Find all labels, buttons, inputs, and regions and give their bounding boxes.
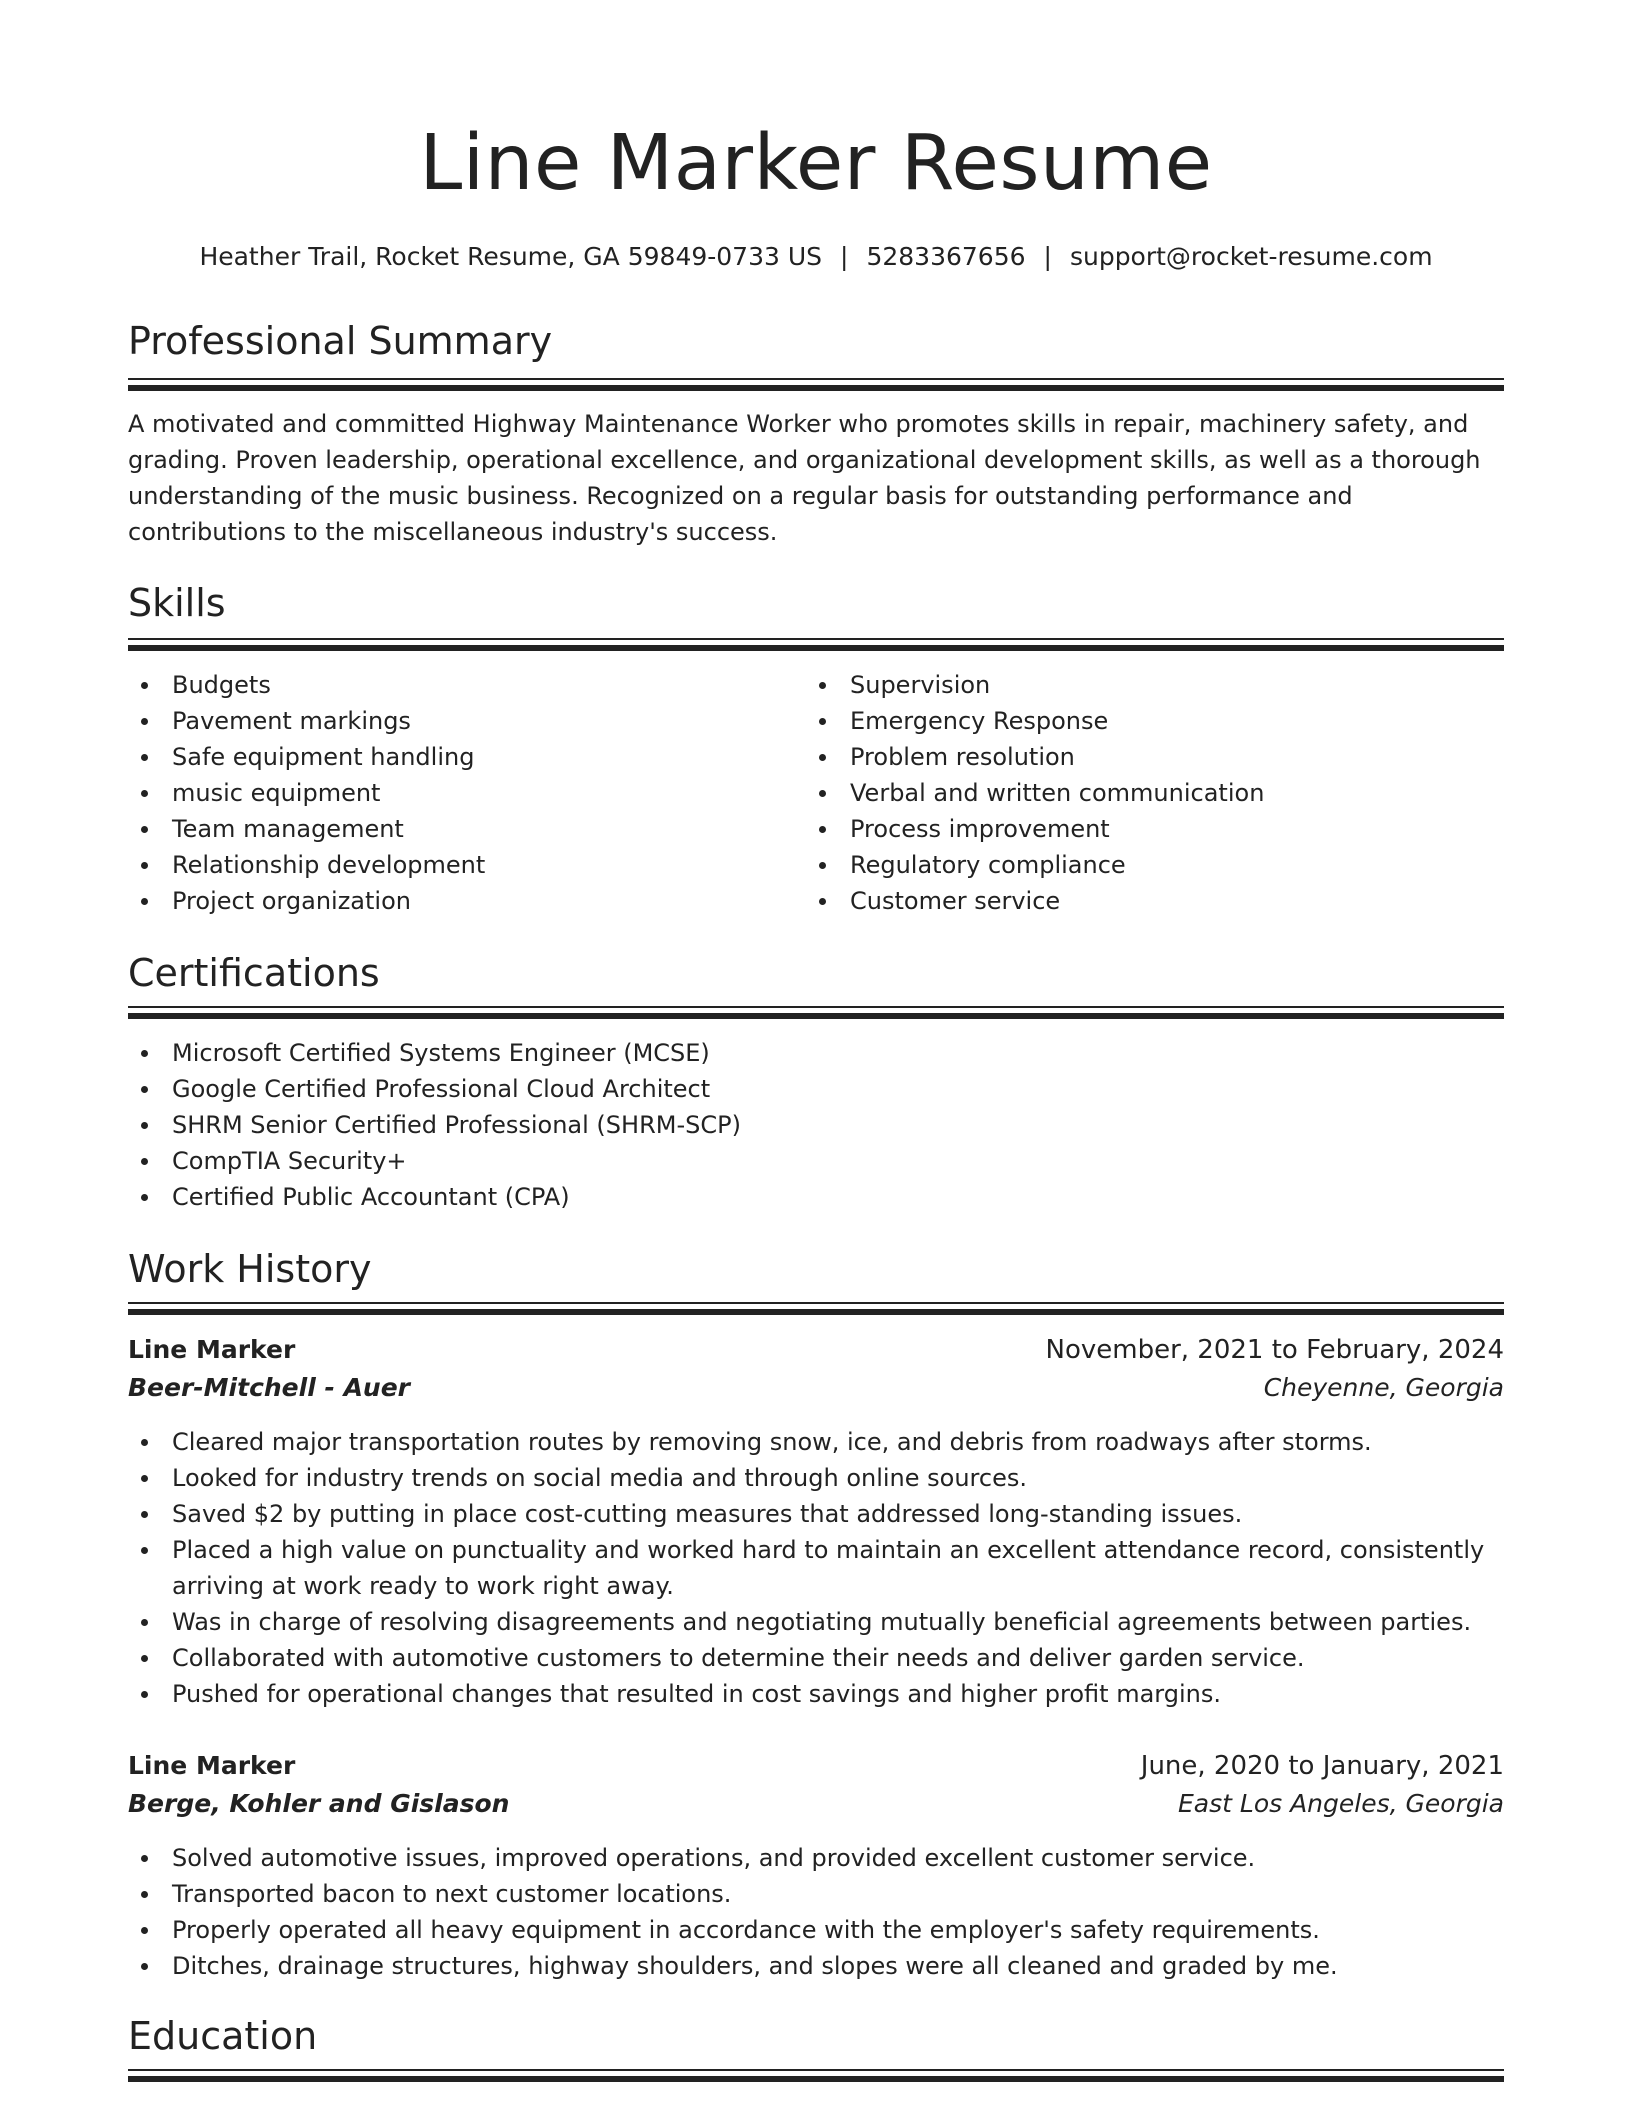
job-location: East Los Angeles, Georgia [1178,1789,1504,1818]
skill-item: Verbal and written communication [806,775,1504,811]
certification-item: CompTIA Security+ [128,1143,1504,1179]
skill-item: Budgets [128,667,788,703]
job-duty: Was in charge of resolving disagreements and negotiating mutually beneficial agreements between parties. [128,1604,1504,1640]
job-duty: Collaborated with automotive customers to determine their needs and deliver garden service. [128,1640,1504,1676]
job-subheader [128,1369,1504,1407]
certifications-heading: Certifications [128,951,380,995]
job-company: Berge, Kohler and Gislason [128,1789,510,1818]
contact-separator: | [1043,242,1052,271]
job-header [128,1747,1504,1785]
skill-item: music equipment [128,775,788,811]
job-dates: November, 2021 to February, 2024 [1045,1335,1504,1365]
skill-item: Team management [128,811,788,847]
resume-title: Line Marker Resume [419,119,1213,208]
certification-item: Microsoft Certified Systems Engineer (MCSE) [128,1035,1504,1071]
skills-list-right [806,667,1504,919]
job-duty: Solved automotive issues, improved operations, and provided excellent customer service. [128,1840,1504,1876]
job-header [128,1331,1504,1369]
summary-heading: Professional Summary [128,319,553,363]
certification-item: Google Certified Professional Cloud Architect [128,1071,1504,1107]
job-duty: Ditches, drainage structures, highway shoulders, and slopes were all cleaned and graded by me. [128,1948,1504,1984]
skill-item: Customer service [806,883,1504,919]
job-location: Cheyenne, Georgia [1263,1373,1504,1402]
certification-item: Certified Public Accountant (CPA) [128,1179,1504,1215]
job-title: Line Marker [128,1751,296,1780]
section-divider [128,378,1504,392]
job-duties-list [128,1424,1504,1712]
section-divider [128,2069,1504,2083]
section-divider [128,1302,1504,1316]
job-duty: Placed a high value on punctuality and worked hard to maintain an excellent attendance record, consistently arriving at work ready to work right away. [128,1532,1504,1604]
contact-phone: 5283367656 [866,242,1026,271]
job-duties-list [128,1840,1504,1984]
skills-list-left [128,667,788,919]
certifications-list [128,1035,1504,1215]
section-divider [128,1006,1504,1020]
job-duty: Cleared major transportation routes by removing snow, ice, and debris from roadways after storms. [128,1424,1504,1460]
skill-item: Supervision [806,667,1504,703]
job-title: Line Marker [128,1335,296,1364]
skill-item: Emergency Response [806,703,1504,739]
work-history-heading: Work History [128,1247,372,1291]
job-duty: Transported bacon to next customer locations. [128,1876,1504,1912]
section-divider [128,638,1504,652]
skills-heading: Skills [128,581,226,625]
skill-item: Project organization [128,883,788,919]
skill-item: Problem resolution [806,739,1504,775]
certification-item: SHRM Senior Certified Professional (SHRM-SCP) [128,1107,1504,1143]
job-dates: June, 2020 to January, 2021 [1140,1751,1504,1781]
summary-text: A motivated and committed Highway Maintenance Worker who promotes skills in repair, machinery safety, and grading. Proven leadership, operational excellence, and organizational development skills, as well as a thorough understanding of the music business. Recognized on a regular basis for outstanding performance and contributions to the miscellaneous industry's success. [128,410,1481,546]
job-duty: Saved $2 by putting in place cost-cutting measures that addressed long-standing issues. [128,1496,1504,1532]
skill-item: Safe equipment handling [128,739,788,775]
contact-separator: | [840,242,849,271]
skill-item: Process improvement [806,811,1504,847]
contact-line [128,240,1504,274]
job-duty: Properly operated all heavy equipment in accordance with the employer's safety requirements. [128,1912,1504,1948]
skill-item: Pavement markings [128,703,788,739]
contact-email[interactable]: support@rocket-resume.com [1069,242,1433,271]
job-company: Beer-Mitchell - Auer [128,1373,410,1402]
skill-item: Relationship development [128,847,788,883]
job-subheader [128,1785,1504,1823]
contact-address: Heather Trail, Rocket Resume, GA 59849-0733 US [199,242,823,271]
job-duty: Looked for industry trends on social media and through online sources. [128,1460,1504,1496]
skill-item: Regulatory compliance [806,847,1504,883]
education-heading: Education [128,2014,318,2058]
job-duty: Pushed for operational changes that resulted in cost savings and higher profit margins. [128,1676,1504,1712]
